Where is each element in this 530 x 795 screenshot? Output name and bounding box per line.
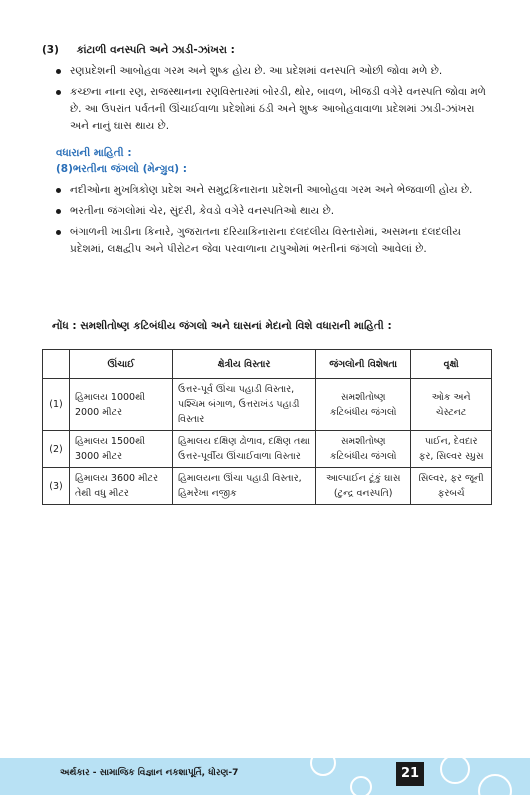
altitude-cell: હિમાલય 3600 મીટર તેથી વધુ મીટર <box>70 468 173 505</box>
table-row <box>43 431 492 468</box>
header-forest-type: જંગલોની વિશેષતા <box>316 350 411 379</box>
decor-circle <box>478 774 512 795</box>
section-number: (3) <box>42 44 59 56</box>
bullet-mangrove-locations: બંગાળની ખાડીના કિનારે, ગુજરાતના દરિયાકિનારાના દલદલીય વિસ્તારોમાં, અસમના દલદલીય પ્રદેશમાં, લક્ષદ્વીપ અને પીરોટન જેવા પરવાળાના ટાપુઓમાં ભરતીનાં જંગલો આવેલાં છે. <box>56 224 496 258</box>
page-number: 21 <box>396 762 424 786</box>
mangrove-subheading: (8)ભરતીના જંગલો (મેન્ગ્રુવ) : <box>56 163 187 175</box>
section-3-title <box>42 44 235 57</box>
footer-book-title: અર્થકાર - સામાજિક વિજ્ઞાન નકશાપૂર્તિ, ધોરણ-7 <box>60 768 239 778</box>
decor-circle <box>440 758 470 784</box>
trees-cell: ઓક અને ચેસ્ટનટ <box>411 379 492 431</box>
header-trees: વૃક્ષો <box>411 350 492 379</box>
altitude-cell: હિમાલય 1000થી 2000 મીટર <box>70 379 173 431</box>
region-cell: હિમાલયના ઊંચા પહાડી વિસ્તાર, હિમરેખા નજીક <box>173 468 316 505</box>
altitude-cell: હિમાલય 1500થી 3000 મીટર <box>70 431 173 468</box>
row-index: (3) <box>43 468 70 505</box>
trees-cell: પાઈન, દેવદાર ફર, સિલ્વર સ્પ્રુસ <box>411 431 492 468</box>
bullet-mangrove-plants: ભરતીના જંગલોમાં ચેર, સુંદરી, કેવડો વગેરે વનસ્પતિઓ થાય છે. <box>56 203 496 220</box>
decor-circle <box>310 758 336 776</box>
table-row <box>43 468 492 505</box>
trees-cell: સિલ્વર, ફર જૂની ફરબર્ચ <box>411 468 492 505</box>
footer-band <box>0 758 530 795</box>
section-title-text: કાંટાળી વનસ્પતિ અને ઝાડી-ઝાંખરા : <box>76 44 235 56</box>
bullet-desert-climate: રણપ્રદેશની આબોહવા ગરમ અને શુષ્ક હોય છે. આ પ્રદેશમાં વનસ્પતિ ઓછી જોવા મળે છે. <box>56 63 496 80</box>
header-index <box>43 350 70 379</box>
bullet-desert-vegetation: કચ્છના નાના રણ, રાજસ્થાનના રણવિસ્તારમાં બોરડી, થોર, બાવળ, ખીજડી વગેરે વનસ્પતિ જોવા મળે છે. આ ઉપરાંત પર્વતની ઊંચાઈવાળા પ્રદેશોમાં ઠંડી અને શુષ્ક આબોહવાવાળા પ્રદેશમાં ઝાડી-ઝાંખરા અને નાનું ઘાસ થાય છે. <box>56 84 496 135</box>
header-altitude: ઊંચાઈ <box>70 350 173 379</box>
table-row <box>43 379 492 431</box>
bullet-delta-climate: નદીઓના મુખત્રિકોણ પ્રદેશ અને સમુદ્રકિનારાના પ્રદેશની આબોહવા ગરમ અને ભેજવાળી હોય છે. <box>56 182 496 199</box>
mangrove-bullets <box>56 182 496 262</box>
forest-type-cell: સમશીતોષ્ણ કટિબંધીય જંગલો <box>316 379 411 431</box>
forest-type-cell: સમશીતોષ્ણ કટિબંધીય જંગલો <box>316 431 411 468</box>
decor-circle <box>350 776 372 795</box>
region-cell: હિમાલય દક્ષિણ ઢોળાવ, દક્ષિણ તથા ઉત્તર-પૂર્વીય ઊંચાઈવાળા વિસ્તાર <box>173 431 316 468</box>
region-cell: ઉત્તર-પૂર્વ ઊંચા પહાડી વિસ્તાર, પશ્ચિમ બંગાળ, ઉત્તરાખંડ પહાડી વિસ્તાર <box>173 379 316 431</box>
section-3-bullets <box>56 63 496 139</box>
extra-info-heading: વધારાની માહિતી : <box>56 147 132 159</box>
forest-type-cell: આલ્પાઈન ટૂંકું ઘાસ (ટુન્દ્ર વનસ્પતિ) <box>316 468 411 505</box>
row-index: (2) <box>43 431 70 468</box>
note-heading: નોંધ : સમશીતોષ્ણ કટિબંધીય જંગલો અને ઘાસનાં મેદાનો વિશે વધારાની માહિતી : <box>52 320 392 332</box>
forest-info-table <box>42 349 492 505</box>
row-index: (1) <box>43 379 70 431</box>
header-region: ક્ષેત્રીય વિસ્તાર <box>173 350 316 379</box>
table-header-row <box>43 350 492 379</box>
